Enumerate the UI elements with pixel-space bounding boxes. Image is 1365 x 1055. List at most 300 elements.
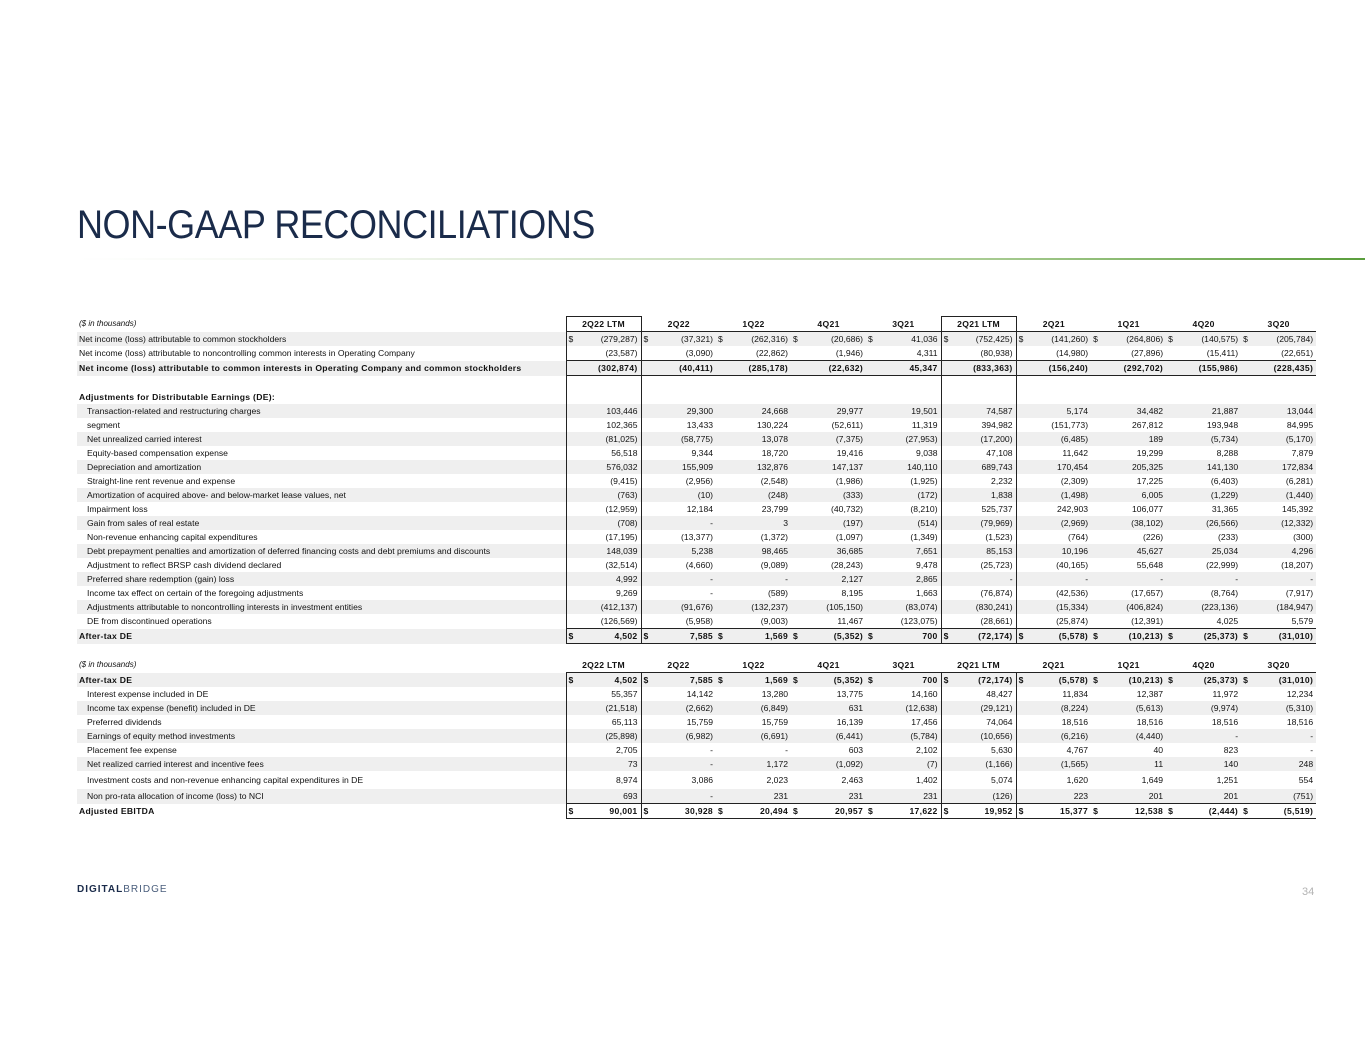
currency-symbol [1241,572,1251,586]
value-cell: 155,909 [651,460,716,474]
currency-symbol [641,743,651,757]
currency-symbol [941,488,951,502]
value-cell: (28,661) [951,614,1016,629]
value-cell: (20,686) [801,332,866,347]
value-cell: 12,538 [1101,804,1166,819]
value-cell: 12,387 [1136,689,1164,699]
currency-symbol [716,488,726,502]
value-cell: (40,165) [1056,560,1089,570]
value-cell: (1,372) [760,532,789,542]
currency-symbol: $ [1016,804,1026,819]
row-label: Non-revenue enhancing capital expenditures [87,532,258,542]
value-cell: (1,166) [951,757,1016,771]
currency-symbol [716,390,726,404]
currency-symbol [791,474,801,488]
value-cell: 40 [1153,745,1164,755]
currency-symbol [1166,361,1176,376]
value-cell: (9,415) [576,474,641,488]
currency-symbol [1016,789,1026,804]
period-header: 2Q22 LTM [566,317,641,332]
currency-symbol [641,460,651,474]
currency-symbol [866,361,876,376]
currency-symbol [716,432,726,446]
value-cell: (1,092) [801,757,866,771]
value-cell: (15,334) [1026,600,1091,614]
currency-symbol [1241,404,1251,418]
table-row [77,418,1316,432]
currency-symbol [1166,530,1176,544]
value-cell: 13,078 [726,432,791,446]
currency-symbol [791,446,801,460]
currency-symbol [866,586,876,600]
spacer-row [77,644,1316,659]
currency-symbol [1166,404,1176,418]
value-cell: (589) [767,588,789,598]
value-cell: 147,137 [801,460,866,474]
value-cell: (7,917) [1285,588,1314,598]
row-label: DE from discontinued operations [87,616,212,627]
value-cell [1101,390,1166,404]
value-cell: (83,074) [876,600,941,614]
value-cell: 5,238 [651,544,716,558]
currency-symbol [716,701,726,715]
value-cell: (1,498) [1026,488,1091,502]
currency-symbol [1091,757,1101,771]
value-cell: (233) [1218,532,1239,542]
currency-symbol [641,446,651,460]
currency-symbol [716,446,726,460]
value-cell: 11,972 [1212,689,1239,699]
value-cell: (833,363) [951,361,1016,376]
period-header: 4Q20 [1166,317,1241,332]
row-label: Equity-based compensation expense [87,448,228,458]
value-cell: 140 [1176,757,1241,771]
value-cell: (27,953) [876,432,941,446]
value-cell: 20,957 [801,804,866,819]
currency-symbol [941,544,951,558]
value-cell: (3,090) [651,346,716,361]
value-cell: (126,569) [576,614,641,629]
value-cell: (2,956) [685,476,714,486]
value-cell: (763) [576,488,641,502]
period-header: 1Q21 [1091,317,1166,332]
header-row [77,317,1316,332]
value-cell: 4,992 [576,572,641,586]
value-cell: 1,402 [916,775,938,785]
value-cell: 4,296 [1251,544,1316,558]
currency-symbol [566,361,576,376]
value-cell: (25,874) [1026,614,1091,629]
value-cell: 603 [848,745,864,755]
currency-symbol [1016,600,1026,614]
currency-symbol: $ [1166,629,1176,644]
value-cell: 23,799 [761,504,789,514]
currency-symbol [1091,474,1101,488]
currency-symbol [1016,586,1026,600]
currency-symbol [866,600,876,614]
currency-symbol [1016,516,1026,530]
table-row [77,600,1316,614]
value-cell [801,390,866,404]
currency-symbol [1016,404,1026,418]
value-cell: 3 [726,516,791,530]
currency-symbol [1166,446,1176,460]
value-cell: (31,010) [1251,629,1316,644]
currency-symbol [791,586,801,600]
currency-symbol: $ [566,629,576,644]
value-cell: 231 [876,789,941,804]
currency-symbol: $ [641,629,651,644]
table-row [77,346,1316,361]
currency-symbol [941,558,951,572]
value-cell: (8,224) [1026,701,1091,715]
currency-symbol [1166,544,1176,558]
value-cell: 4,311 [876,346,941,361]
value-cell: 19,501 [876,404,941,418]
row-label: Income tax expense (benefit) included in DE [77,701,566,715]
value-cell: (1,565) [1026,757,1091,771]
value-cell: (25,898) [576,729,641,743]
currency-symbol [1016,418,1026,432]
currency-symbol [641,715,651,729]
period-header: 2Q22 [641,658,716,673]
currency-symbol [1091,572,1101,586]
currency-symbol: $ [641,332,651,347]
value-cell: 13,775 [836,689,864,699]
row-label: Investment costs and non-revenue enhancing capital expenditures in DE [87,775,364,785]
period-header: 3Q21 [866,317,941,332]
value-cell: 12,234 [1286,689,1314,699]
currency-symbol [866,701,876,715]
value-cell: 24,668 [726,404,791,418]
table-row [77,743,1316,757]
currency-symbol [716,586,726,600]
currency-symbol [1016,432,1026,446]
currency-symbol [1016,558,1026,572]
currency-symbol [716,544,726,558]
currency-symbol: $ [1166,804,1176,819]
currency-symbol [1241,757,1251,771]
currency-symbol [1241,687,1251,701]
value-cell: (226) [1143,532,1164,542]
value-cell: 103,446 [576,404,641,418]
value-cell: (6,281) [1285,476,1314,486]
table-row [77,771,1316,789]
currency-symbol [716,404,726,418]
currency-symbol: $ [1241,804,1251,819]
currency-symbol [791,572,801,586]
currency-symbol [641,729,651,743]
value-cell: (197) [801,516,866,530]
currency-symbol [866,390,876,404]
row-label: Debt prepayment penalties and amortization of deferred financing costs and debt premiums and discounts [77,544,566,558]
currency-symbol [716,614,726,629]
currency-symbol [866,687,876,701]
currency-symbol [1016,530,1026,544]
row-label: Amortization of acquired above- and below-market lease values, net [77,488,566,502]
value-cell: (4,440) [1101,729,1166,743]
value-cell: (21,518) [576,701,641,715]
value-cell: (9,974) [1176,701,1241,715]
currency-symbol [1016,346,1026,361]
row-label: Transaction-related and restructuring charges [77,404,566,418]
currency-symbol [1091,558,1101,572]
value-cell: (40,732) [831,504,864,514]
currency-symbol: $ [791,332,801,347]
value-cell: (13,377) [681,532,714,542]
value-cell: (285,178) [726,361,791,376]
value-cell: (132,237) [726,600,791,614]
value-cell: (1,986) [835,476,864,486]
value-cell: (91,676) [651,600,716,614]
value-cell: (184,947) [1251,600,1316,614]
currency-symbol [641,530,651,544]
row-label: Straight-line rent revenue and expense [87,476,236,486]
value-cell: 12,184 [686,504,714,514]
value-cell: (58,775) [651,432,716,446]
currency-symbol [641,346,651,361]
value-cell: 11,834 [1062,689,1089,699]
currency-symbol: $ [1091,332,1101,347]
table-row [77,789,1316,804]
row-label: Income tax effect on certain of the foregoing adjustments [87,588,304,598]
currency-symbol [641,614,651,629]
value-cell: (5,958) [651,614,716,629]
currency-symbol [641,361,651,376]
currency-symbol [866,516,876,530]
row-label: Preferred dividends [87,717,162,727]
value-cell: 85,153 [951,544,1016,558]
value-cell: (5,578) [1026,629,1091,644]
currency-symbol [566,701,576,715]
spacer-cell [1026,376,1091,391]
value-cell: 11,467 [801,614,866,629]
value-cell: (300) [1293,532,1314,542]
currency-symbol [716,460,726,474]
spacer-cell [1091,376,1101,391]
spacer-cell [726,376,791,391]
value-cell: (12,332) [1251,516,1316,530]
value-cell: (279,287) [576,332,641,347]
value-cell: 90,001 [576,804,641,819]
row-label: Placement fee expense [87,745,177,755]
currency-symbol [1241,502,1251,516]
value-cell: 1,569 [726,629,791,644]
currency-symbol [1016,614,1026,629]
spacer-cell [576,376,641,391]
currency-symbol [566,715,576,729]
value-cell: (2,548) [760,476,789,486]
value-cell: (1,229) [1176,488,1241,502]
currency-symbol [641,390,651,404]
value-cell: 106,077 [1132,504,1164,514]
value-cell: 631 [801,701,866,715]
currency-symbol [566,502,576,516]
row-label: Net income (loss) attributable to noncontrolling common interests in Operating Company [79,348,415,359]
value-cell: 11,319 [911,420,938,430]
value-cell: (6,441) [801,729,866,743]
currency-symbol: $ [866,804,876,819]
currency-symbol [791,614,801,629]
value-cell: (830,241) [951,600,1016,614]
value-cell: (1,523) [951,530,1016,544]
row-label: Adjusted EBITDA [79,806,155,816]
value-cell: (17,657) [1131,588,1164,598]
value-cell [726,390,791,404]
currency-symbol [941,361,951,376]
value-cell [651,390,716,404]
currency-symbol [1166,418,1176,432]
currency-symbol [716,474,726,488]
currency-symbol [1241,446,1251,460]
currency-symbol [791,729,801,743]
value-cell: (5,352) [801,673,866,688]
value-cell: 48,427 [951,687,1016,701]
row-label: Interest expense included in DE [87,689,209,699]
currency-symbol [1241,432,1251,446]
table-row [77,687,1316,701]
spacer-cell [866,376,876,391]
value-cell: 4,025 [1176,614,1241,629]
currency-symbol [716,572,726,586]
currency-symbol [791,432,801,446]
table-row [77,474,1316,488]
currency-symbol [941,687,951,701]
value-cell: 31,365 [1211,504,1239,514]
currency-symbol [566,771,576,789]
row-label: Adjustment to reflect BRSP cash dividend declared [87,560,282,570]
value-cell: (302,874) [576,361,641,376]
company-logo: DIGITALBRIDGE [77,884,168,895]
currency-symbol [941,729,951,743]
value-cell: 65,113 [576,715,641,729]
value-cell: (156,240) [1026,361,1091,376]
value-cell: 4,502 [576,673,641,688]
value-cell: 17,456 [911,717,938,727]
currency-symbol [866,544,876,558]
currency-symbol [716,789,726,804]
currency-symbol [866,743,876,757]
value-cell: (5,170) [1251,432,1316,446]
value-cell: 74,587 [951,404,1016,418]
value-cell: 25,034 [1176,544,1241,558]
value-cell: 17,622 [876,804,941,819]
currency-symbol [566,460,576,474]
currency-symbol [1091,586,1101,600]
currency-symbol [1016,361,1026,376]
currency-symbol [1091,516,1101,530]
value-cell: (6,216) [1026,729,1091,743]
currency-symbol [1091,488,1101,502]
currency-symbol [1016,572,1026,586]
period-header: 2Q21 [1016,317,1091,332]
value-cell: 2,463 [841,775,864,785]
value-cell: 223 [1026,789,1091,804]
currency-symbol [791,502,801,516]
value-cell: 47,108 [951,446,1016,460]
value-cell: 21,887 [1176,404,1241,418]
currency-symbol [1166,687,1176,701]
value-cell: (40,411) [651,361,716,376]
currency-symbol [1166,516,1176,530]
currency-symbol [1091,530,1101,544]
table-row [77,586,1316,600]
row-label: Net income (loss) attributable to common interests in Operating Company and common stockholders [77,361,566,376]
value-cell: 9,344 [691,448,714,458]
row-label: Net realized carried interest and incentive fees [77,757,566,771]
currency-symbol [566,600,576,614]
spacer-cell [651,376,716,391]
value-cell: 2,102 [916,745,938,755]
value-cell: (6,849) [726,701,791,715]
currency-symbol [641,474,651,488]
value-cell: 7,651 [876,544,941,558]
spacer-cell [1251,376,1316,391]
currency-symbol: $ [1241,332,1251,347]
table-row [77,614,1316,629]
value-cell: 98,465 [726,544,791,558]
value-cell: 18,720 [761,448,789,458]
table-row [77,804,1316,819]
currency-symbol: $ [1241,629,1251,644]
value-cell [576,390,641,404]
value-cell: (5,519) [1251,804,1316,819]
value-cell: 19,952 [951,804,1016,819]
value-cell: 3,086 [691,775,714,785]
value-cell: 55,357 [576,687,641,701]
value-cell: 73 [576,757,641,771]
value-cell: (32,514) [576,558,641,572]
currency-symbol [941,572,951,586]
value-cell: 201 [1101,789,1166,804]
currency-symbol [1241,600,1251,614]
currency-symbol [641,418,651,432]
spacer-cell [77,376,566,391]
currency-symbol [941,346,951,361]
currency-symbol [941,516,951,530]
period-header: 2Q21 [1016,658,1091,673]
currency-symbol [1166,715,1176,729]
spacer-row [77,376,1316,391]
spacer-cell [941,376,951,391]
value-cell: (72,174) [951,673,1016,688]
value-cell: (76,874) [951,586,1016,600]
value-cell: (8,764) [1210,588,1239,598]
value-cell: (25,373) [1176,629,1241,644]
currency-symbol [1166,789,1176,804]
value-cell: (292,702) [1101,361,1166,376]
value-cell: 5,074 [951,771,1016,789]
currency-symbol [791,771,801,789]
value-cell: 56,518 [576,446,641,460]
currency-symbol: $ [641,804,651,819]
value-cell: (15,411) [1176,346,1241,361]
currency-symbol [641,586,651,600]
value-cell: 18,516 [1286,717,1314,727]
value-cell: 172,834 [1251,460,1316,474]
value-cell: (764) [1068,532,1089,542]
value-cell: 1,663 [916,588,938,598]
currency-symbol [866,460,876,474]
value-cell: 9,038 [916,448,938,458]
period-header: 2Q21 LTM [941,658,1016,673]
currency-symbol [791,404,801,418]
currency-symbol [941,715,951,729]
currency-symbol [791,530,801,544]
currency-symbol [866,715,876,729]
currency-symbol [791,701,801,715]
currency-symbol [566,432,576,446]
